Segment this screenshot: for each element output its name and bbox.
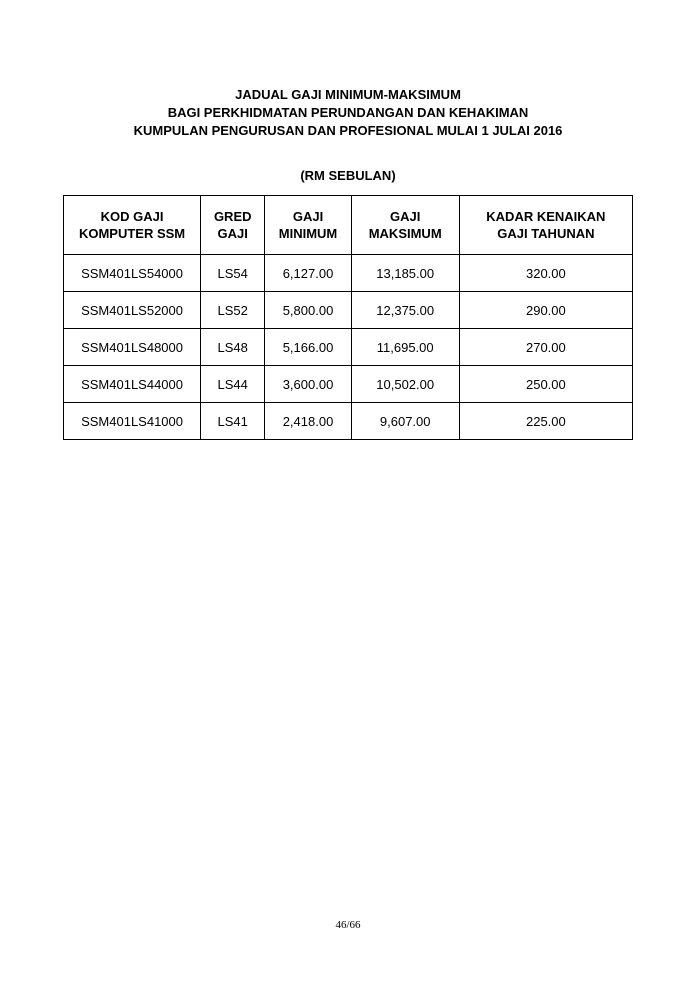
table-row: [64, 329, 633, 366]
header-kod-gaji: [64, 196, 201, 255]
cell-kadar-kenaikan: 320.00: [459, 255, 632, 292]
currency-unit-label: (RM SEBULAN): [300, 168, 396, 183]
header-text: KOD GAJI: [100, 209, 164, 224]
cell-kadar-kenaikan: 290.00: [459, 292, 632, 329]
table-row: [64, 292, 633, 329]
cell-gaji-minimum: 5,166.00: [265, 329, 351, 366]
cell-kadar-kenaikan: 225.00: [459, 403, 632, 440]
table-row: [64, 403, 633, 440]
page-number: 46/66: [335, 919, 361, 931]
cell-gred: LS44: [201, 366, 265, 403]
cell-kod-gaji: SSM401LS52000: [64, 292, 201, 329]
cell-kod-gaji: SSM401LS44000: [64, 366, 201, 403]
cell-gred: LS52: [201, 292, 265, 329]
header-gaji-maksimum: [351, 196, 459, 255]
cell-kadar-kenaikan: 270.00: [459, 329, 632, 366]
cell-gaji-maksimum: 13,185.00: [351, 255, 459, 292]
header-gred-gaji: [201, 196, 265, 255]
table-header: [64, 196, 633, 255]
header-text: MINIMUM: [278, 226, 338, 241]
cell-gaji-minimum: 6,127.00: [265, 255, 351, 292]
title-line-1: JADUAL GAJI MINIMUM-MAKSIMUM: [235, 87, 461, 102]
cell-gred: LS54: [201, 255, 265, 292]
cell-gaji-minimum: 2,418.00: [265, 403, 351, 440]
header-text: GAJI TAHUNAN: [497, 226, 595, 241]
header-text: KOMPUTER SSM: [78, 226, 186, 241]
header-text: GAJI: [217, 226, 248, 241]
header-text: GAJI: [292, 209, 324, 224]
cell-gaji-maksimum: 12,375.00: [351, 292, 459, 329]
cell-gaji-maksimum: 10,502.00: [351, 366, 459, 403]
header-kadar-kenaikan: [459, 196, 632, 255]
cell-kod-gaji: SSM401LS41000: [64, 403, 201, 440]
header-text: GAJI: [390, 209, 421, 224]
title-line-2: BAGI PERKHIDMATAN PERUNDANGAN DAN KEHAKIMAN: [167, 105, 529, 120]
header-text: MAKSIMUM: [368, 226, 442, 241]
cell-kod-gaji: SSM401LS48000: [64, 329, 201, 366]
cell-kadar-kenaikan: 250.00: [459, 366, 632, 403]
table-body: [64, 255, 633, 440]
document-title: [0, 86, 696, 140]
cell-gaji-minimum: 3,600.00: [265, 366, 351, 403]
cell-gaji-maksimum: 9,607.00: [351, 403, 459, 440]
header-text: GRED: [213, 209, 252, 224]
header-gaji-minimum: [265, 196, 351, 255]
cell-kod-gaji: SSM401LS54000: [64, 255, 201, 292]
title-line-3: KUMPULAN PENGURUSAN DAN PROFESIONAL MULAI 1 JULAI 2016: [133, 123, 563, 138]
cell-gaji-minimum: 5,800.00: [265, 292, 351, 329]
header-row: [64, 196, 633, 255]
table-row: [64, 255, 633, 292]
header-text: KADAR KENAIKAN: [486, 209, 606, 224]
cell-gred: LS41: [201, 403, 265, 440]
table-row: [64, 366, 633, 403]
cell-gred: LS48: [201, 329, 265, 366]
salary-table: [63, 195, 633, 440]
cell-gaji-maksimum: 11,695.00: [351, 329, 459, 366]
